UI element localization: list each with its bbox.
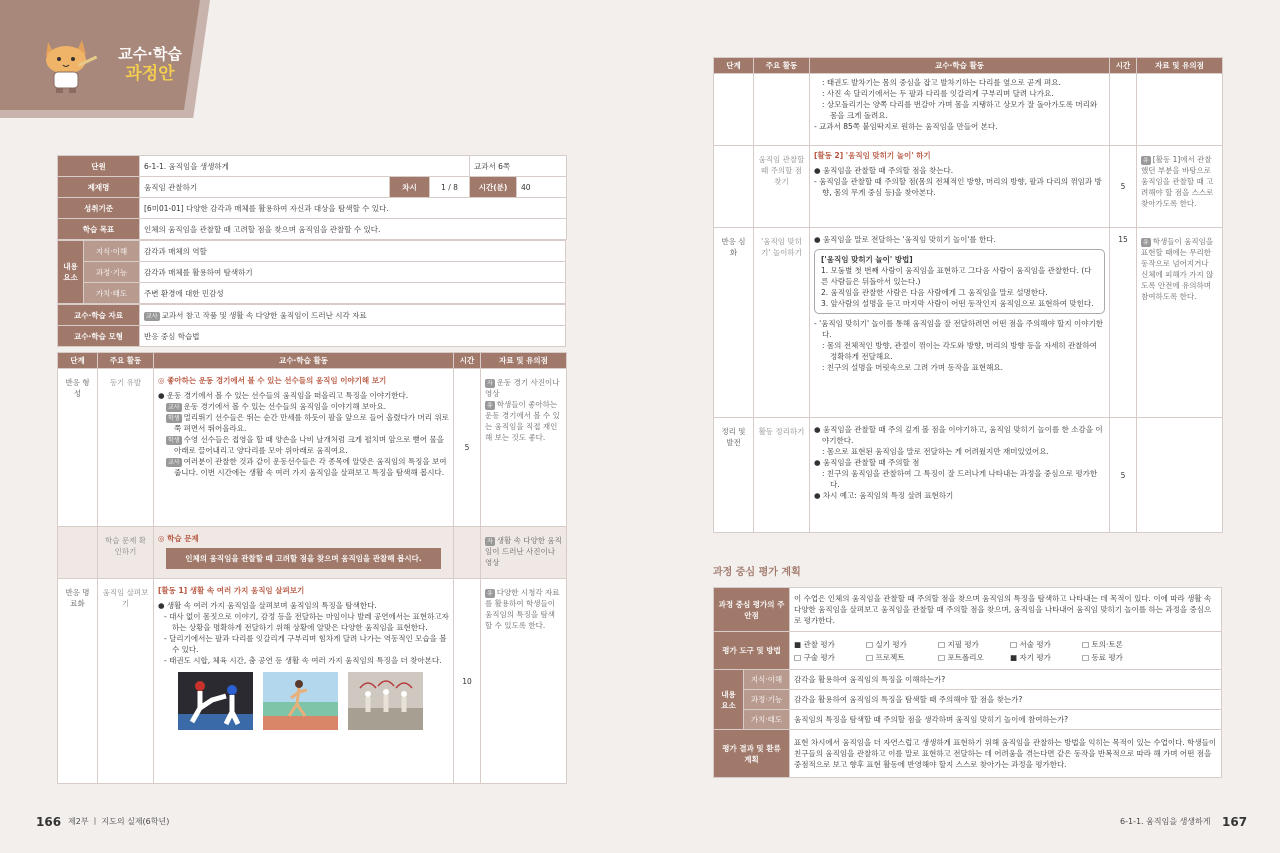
activity-content xyxy=(810,74,1110,146)
bullet-item: ● 차시 예고: 움직임의 특징 살려 표현하기 xyxy=(814,491,954,500)
process-label: 과정·기능 xyxy=(84,262,140,283)
table-row xyxy=(58,369,567,527)
table-row xyxy=(58,579,567,784)
eval-process-label: 과정·기능 xyxy=(744,690,790,710)
table-row xyxy=(714,418,1223,533)
material-tag: 자 xyxy=(487,380,493,387)
overview-table xyxy=(57,155,566,347)
dialog-line: 운동 경기에서 볼 수 있는 선수들의 움직임을 이야기해 보아요. xyxy=(183,402,387,411)
activity-cell xyxy=(754,74,810,146)
page-number-left: 166 xyxy=(36,815,62,829)
material-label: 교수·학습 자료 xyxy=(58,305,140,326)
time-cell: 5 xyxy=(1110,146,1137,228)
goal-value: 인체의 움직임을 관찰할 때 고려할 점을 찾으며 움직임을 관찰할 수 있다. xyxy=(140,219,567,240)
dash-item: - 대사 없이 몸짓으로 이야기, 감정 등을 전달하는 마임이나 발레 공연에서는 표현하고자 하는 상황을 명확하게 전달하기 위해 상황에 알맞은 다양한 움직임을 표현한다. xyxy=(164,612,449,632)
tool-option: □ 토의·토론 xyxy=(1082,639,1123,649)
activity-cell: 학습 문제 확인하기 xyxy=(98,527,154,579)
activity-title: ◎ 학습 문제 xyxy=(158,534,199,543)
tool-option: □ 실기 평가 xyxy=(866,639,907,649)
stage-cell xyxy=(58,527,98,579)
content-element-label: 내용 요소 xyxy=(58,241,84,304)
header-material: 자료 및 유의점 xyxy=(481,353,567,369)
header-main-activity: 주요 활동 xyxy=(98,353,154,369)
bullet-item: ● 움직임을 관찰할 때 주의할 점 xyxy=(814,458,920,467)
eval-process-value: 감각을 활용하여 움직임의 특징을 탐색할 때 주의해야 할 점을 찾는가? xyxy=(790,690,1222,710)
game-method-title: ['움직임 맞히기 놀이' 방법] xyxy=(821,255,913,264)
standard-label: 성취기준 xyxy=(58,198,140,219)
taekwondo-photo xyxy=(178,672,253,730)
caution-tag: 유 xyxy=(487,590,493,597)
textbook-page: 교과서 6쪽 xyxy=(470,156,567,177)
caution-tag: 유 xyxy=(487,402,493,409)
activity-title: [활동 1] 생활 속 여러 가지 움직임 살펴보기 xyxy=(158,586,305,595)
value-value: 주변 환경에 대한 민감성 xyxy=(140,283,566,304)
stage-cell: 반응 형성 xyxy=(58,369,98,527)
header-title xyxy=(110,44,190,84)
tools-value xyxy=(790,632,1222,670)
note-cell xyxy=(1137,228,1223,418)
model-label: 교수·학습 모형 xyxy=(58,326,140,347)
process-value: 감각과 매체를 활용하여 탐색하기 xyxy=(140,262,566,283)
stage-cell xyxy=(714,74,754,146)
note-cell xyxy=(1137,418,1223,533)
footer-text-left: 제2부 ㅣ 지도의 실제(6학년) xyxy=(68,817,170,826)
note-text: 학생들이 움직임을 표현할 때에는 무리한 동작으로 넘어지거나 신체에 피해가 가지 않도록 안전에 유의하며 참여하도록 한다. xyxy=(1141,237,1214,301)
activity-title: ◎ 좋아하는 운동 경기에서 볼 수 있는 선수들의 움직임 이야기해 보기 xyxy=(158,376,387,385)
game-step: 2. 움직임을 관찰한 사람은 다음 사람에게 그 움직임을 말로 설명한다. xyxy=(821,288,1048,297)
material-value: 교과서 참고 작품 및 생활 속 다양한 움직임이 드러난 시각 자료 xyxy=(161,310,367,320)
activity-title: [활동 2] '움직임 맞히기 놀이' 하기 xyxy=(814,151,931,160)
activity-cell: 활동 정리하기 xyxy=(754,418,810,533)
standard-value: [6미01-01] 다양한 감각과 매체를 활용하여 자신과 대상을 탐색할 수 있다. xyxy=(140,198,567,219)
table-row xyxy=(714,74,1223,146)
material-value-cell xyxy=(140,305,566,326)
caution-tag: 유 xyxy=(1143,157,1149,164)
header-stage: 단계 xyxy=(58,353,98,369)
feedback-value: 표현 차시에서 움직임을 더 자연스럽고 생생하게 표현하기 위해 움직임을 관찰하는 방법을 익히는 목적이 있는 수업이다. 학생들이 친구들의 움직임을 관찰하고 이를 말로 표현하고 전달하는 데 어려움을 겪는다면 같은 동작을 반복적으로 따라 해 가며 어떤 점을 중점적으로 보고 향후 표현 활동에 반영해야 할지 스스로 찾아가는 과정을 평가한다. xyxy=(790,730,1222,778)
sub-item: : 몸의 전체적인 방향, 관절이 꺾이는 각도와 방향, 머리의 방향 등을 자세히 관찰하여 정확하게 전달해요. xyxy=(822,341,1097,361)
stage-cell: 정리 및 발전 xyxy=(714,418,754,533)
header-title-line2: 과정안 xyxy=(125,64,175,84)
session-label: 차시 xyxy=(390,177,430,198)
eval-knowledge-value: 감각을 활용하여 움직임의 특징을 이해하는가? xyxy=(790,670,1222,690)
eval-value-value: 움직임의 특징을 탐색할 때 주의할 점을 생각하며 움직임 맞히기 놀이에 참여하는가? xyxy=(790,710,1222,730)
bullet-item: ● 움직임을 관찰할 때 주의할 점을 찾는다. xyxy=(814,166,954,175)
model-value: 반응 중심 학습법 xyxy=(140,326,566,347)
activity-content xyxy=(810,418,1110,533)
header-time: 시간 xyxy=(1110,58,1137,74)
activity-content xyxy=(810,146,1110,228)
footer-text-right: 6-1-1. 움직임을 생생하게 xyxy=(1120,817,1211,826)
header-material: 자료 및 유의점 xyxy=(1137,58,1223,74)
time-value: 40 xyxy=(517,177,567,198)
tool-option: □ 동료 평가 xyxy=(1082,652,1123,662)
time-cell xyxy=(454,527,481,579)
unit-label: 단원 xyxy=(58,156,140,177)
note-cell xyxy=(481,527,567,579)
activity-content xyxy=(810,228,1110,418)
header-main-activity: 주요 활동 xyxy=(754,58,810,74)
page-number-right: 167 xyxy=(1222,815,1248,829)
dash-item: - 태권도 시합, 체육 시간, 춤 공연 등 생활 속 여러 가지 움직임의 특징을 더 찾아본다. xyxy=(164,656,442,665)
stage-cell: 반응 심화 xyxy=(714,228,754,418)
eval-knowledge-label: 지식·이해 xyxy=(744,670,790,690)
evaluation-table xyxy=(713,587,1222,778)
sangmo-dance-photo xyxy=(348,672,423,730)
time-cell: 5 xyxy=(454,369,481,527)
stage-cell xyxy=(714,146,754,228)
sub-item: : 몸으로 표현된 움직임을 말로 전달하는 게 어려웠지만 재미있었어요. xyxy=(822,447,1049,456)
dash-item: - 달리기에서는 팔과 다리를 잇갈리게 구부리며 힘차게 달려 나가는 역동적인 모습을 볼 수 있다. xyxy=(164,634,447,654)
activity-cell: 움직임 살펴보기 xyxy=(98,579,154,784)
dialog-line: 여러분이 관찰한 것과 같이 운동선수들은 각 종목에 알맞은 움직임의 특징을 보여 줍니다. 이번 시간에는 생활 속 여러 가지 움직임을 살펴보고 특징을 탐색해 봅시다. xyxy=(174,457,447,477)
activity-cell: '움직임 맞히기' 놀이하기 xyxy=(754,228,810,418)
activity-table-left xyxy=(57,352,566,784)
tool-option: ■ 자기 평가 xyxy=(1010,652,1051,662)
dash-item: - '움직임 맞히기' 놀이를 통해 움직임을 잘 전달하려면 어떤 점을 주의해야 할지 이야기한다. xyxy=(814,319,1104,339)
sub-item: : 상모돌리기는 양쪽 다리를 번갈아 가며 몸을 지탱하고 상모가 잘 돌아가도록 머리와 몸을 크게 돌려요. xyxy=(822,100,1098,120)
feedback-label: 평가 결과 및 환류 계획 xyxy=(714,730,790,778)
header-activity: 교수·학습 활동 xyxy=(154,353,454,369)
bullet-item: ● 움직임을 관찰할 때 주의 깊게 볼 점을 이야기하고, 움직임 맞히기 놀이를 한 소감을 이야기한다. xyxy=(814,425,1103,445)
activity-content xyxy=(154,369,454,527)
learning-problem-box: 인체의 움직임을 관찰할 때 고려할 점을 찾으며 움직임을 관찰해 봅시다. xyxy=(166,548,441,569)
note-text: 다양한 시청각 자료를 활용하여 학생들이 움직임의 특징을 탐색할 수 있도록 한다. xyxy=(485,588,560,630)
sub-item: : 사진 속 달리기에서는 두 팔과 다리를 잇갈리게 구부리며 달려 나가요. xyxy=(822,89,1054,98)
game-step: 3. 앞사람의 설명을 듣고 마지막 사람이 어떤 동작인지 움직임으로 표현하여 맞힌다. xyxy=(821,299,1094,308)
note-text: 생활 속 다양한 움직임이 드러난 사진이나 영상 xyxy=(485,536,562,567)
evaluation-section-title: 과정 중심 평가 계획 xyxy=(713,567,801,578)
focus-value: 이 수업은 인체의 움직임을 관찰할 때 주의할 점을 찾으며 움직임의 특징을 탐색하고 나타내는 데 목적이 있다. 이에 따라 생활 속 다양한 움직임을 살펴보고 움직임을 관찰할 때 주의할 점을 찾으며, 움직임을 나타내어 움직임 맞히기 놀이를 하는 과정을 중심으로 평가한다. xyxy=(790,588,1222,632)
sub-item: : 친구의 움직임을 관찰하여 그 특징이 잘 드러나게 나타내는 과정을 중심으로 평가한다. xyxy=(822,469,1098,489)
topic-value: 움직임 관찰하기 xyxy=(140,177,390,198)
header-stage: 단계 xyxy=(714,58,754,74)
bullet-item: ● 운동 경기에서 볼 수 있는 선수들의 움직임을 떠올리고 특징을 이야기한다. xyxy=(158,391,409,400)
game-method-box xyxy=(814,249,1105,314)
student-tag: 학생 xyxy=(168,437,180,444)
header-activity: 교수·학습 활동 xyxy=(810,58,1110,74)
note-cell xyxy=(1137,146,1223,228)
tool-option: □ 지필 평가 xyxy=(938,639,979,649)
teacher-tag: 교사 xyxy=(168,404,180,411)
tool-option: □ 서술 평가 xyxy=(1010,639,1051,649)
knowledge-label: 지식·이해 xyxy=(84,241,140,262)
time-cell: 15 xyxy=(1110,228,1137,418)
stage-cell: 반응 명료화 xyxy=(58,579,98,784)
tools-label: 평가 도구 및 방법 xyxy=(714,632,790,670)
material-tag: 자 xyxy=(487,538,493,545)
dialog-line: 멀리뛰기 선수들은 뛰는 순간 만세를 하듯이 팔을 앞으로 들어 올렸다가 머리 위로 쭉 펴면서 뛰어올라요. xyxy=(174,413,449,433)
eval-value-label: 가치·태도 xyxy=(744,710,790,730)
value-label: 가치·태도 xyxy=(84,283,140,304)
note-text: [활동 1]에서 관찰했던 부분을 바탕으로 움직임을 관찰할 때 고려해야 할 점을 스스로 찾아가도록 한다. xyxy=(1141,155,1214,208)
note-cell xyxy=(1137,74,1223,146)
bullet-item: ● 움직임을 말로 전달하는 '움직임 맞히기 놀이'를 한다. xyxy=(814,235,996,244)
focus-label: 과정 중심 평가의 주안점 xyxy=(714,588,790,632)
header-title-line1: 교수·학습 xyxy=(118,45,182,63)
time-cell: 10 xyxy=(454,579,481,784)
sub-item: : 태권도 발차기는 몸의 중심을 잡고 발차기하는 다리를 옆으로 곧게 펴요. xyxy=(822,78,1061,87)
note-cell xyxy=(481,579,567,784)
tool-option: □ 프로젝트 xyxy=(866,652,905,662)
table-row xyxy=(58,527,567,579)
activity-content xyxy=(154,527,454,579)
sub-item: : 친구의 설명을 머릿속으로 그려 가며 동작을 표현해요. xyxy=(822,363,1003,372)
photo-strip xyxy=(178,672,449,730)
time-cell xyxy=(1110,74,1137,146)
session-value: 1 / 8 xyxy=(430,177,470,198)
dash-item: - 교과서 85쪽 붙임딱지로 원하는 움직임을 만들어 본다. xyxy=(814,122,998,131)
teacher-tag: 교사 xyxy=(146,312,158,320)
eval-content-label: 내용 요소 xyxy=(714,670,744,730)
header-time: 시간 xyxy=(454,353,481,369)
dash-item: - 움직임을 관찰할 때 주의할 점(몸의 전체적인 방향, 머리의 방향, 팔과 다리의 꺾임과 방향, 몸의 무게 중심 등)을 찾아본다. xyxy=(814,177,1102,197)
tool-option: ■ 관찰 평가 xyxy=(794,639,835,649)
caution-tag: 유 xyxy=(1143,239,1149,246)
activity-table-right xyxy=(713,57,1222,533)
dialog-line: 수영 선수들은 접영을 할 때 양손을 나비 날개처럼 크게 펼치며 앞으로 뻗어 물을 아래로 끌어내리고 양다리를 모아 위아래로 움직여요. xyxy=(174,435,445,455)
time-cell: 5 xyxy=(1110,418,1137,533)
knowledge-value: 감각과 매체의 역할 xyxy=(140,241,566,262)
activity-cell: 동기 유발 xyxy=(98,369,154,527)
cat-mascot-icon xyxy=(36,34,102,96)
topic-label: 제재명 xyxy=(58,177,140,198)
goal-label: 학습 목표 xyxy=(58,219,140,240)
running-photo xyxy=(263,672,338,730)
note-text: 학생들이 좋아하는 운동 경기에서 볼 수 있는 움직임을 직접 재인해 보는 것도 좋다. xyxy=(485,400,560,442)
game-step: 1. 모둠별 첫 번째 사람이 움직임을 표현하고 그다음 사람이 움직임을 관찰한다. (다른 사람들은 뒤돌아서 있는다.) xyxy=(821,266,1092,286)
student-tag: 학생 xyxy=(168,415,180,422)
tool-option: □ 포트폴리오 xyxy=(938,652,984,662)
bullet-item: ● 생활 속 여러 가지 움직임을 살펴보며 움직임의 특징을 탐색한다. xyxy=(158,601,377,610)
table-row xyxy=(714,146,1223,228)
time-label: 시간(분) xyxy=(470,177,517,198)
teacher-tag: 교사 xyxy=(168,459,180,466)
tool-option: □ 구술 평가 xyxy=(794,652,835,662)
unit-value: 6-1-1. 움직임을 생생하게 xyxy=(140,156,470,177)
table-row xyxy=(714,228,1223,418)
activity-content xyxy=(154,579,454,784)
activity-cell: 움직임 관찰할 때 주의할 점 찾기 xyxy=(754,146,810,228)
note-cell xyxy=(481,369,567,527)
note-text: 운동 경기 사진이나 영상 xyxy=(485,378,560,398)
